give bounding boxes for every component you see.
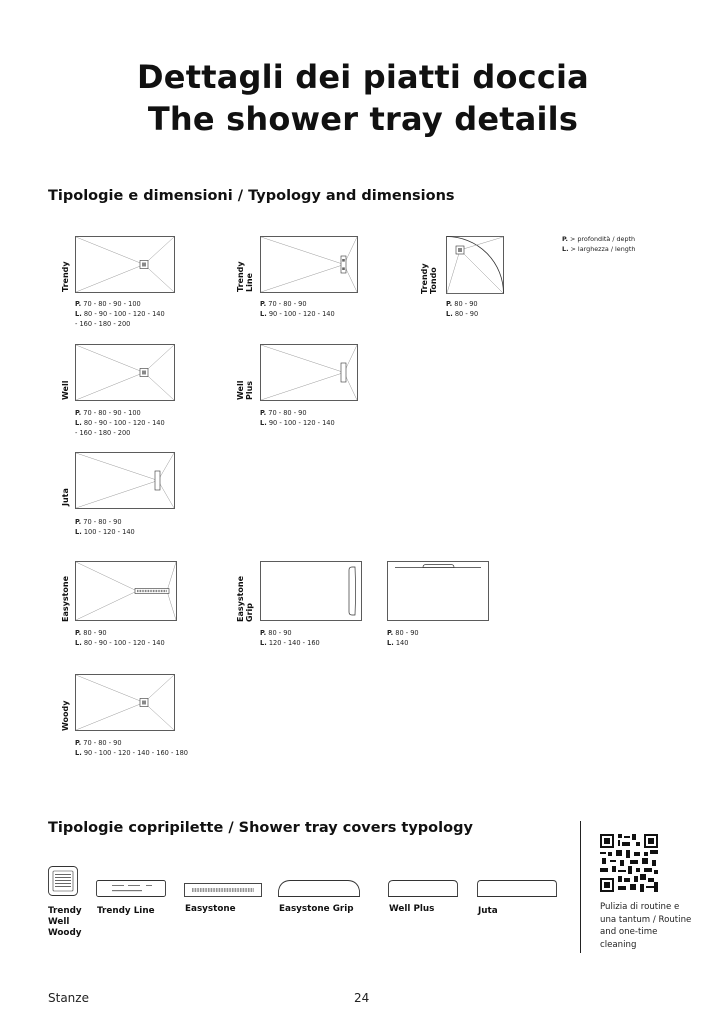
cover-label-well-plus: Well Plus (389, 904, 435, 914)
tray-label-easystone: Easystone (61, 575, 70, 622)
tray-drawing-juta (75, 452, 175, 509)
spec-p-values: 70 - 80 - 90 (268, 300, 307, 308)
spec-p-values: 70 - 80 - 90 - 100 (83, 300, 141, 308)
spec-p-values: 80 - 90 (454, 300, 478, 308)
tray-label-well-plus: Well Plus (236, 380, 254, 400)
page-number: 24 (354, 991, 370, 1005)
vertical-divider (580, 821, 581, 953)
spec-l-key: L. (75, 639, 82, 647)
flat-cover-icon (388, 879, 458, 901)
spec-l-values: 100 - 120 - 140 (83, 528, 135, 536)
tray-spec-woody (75, 738, 188, 758)
footer-section-name: Stanze (48, 991, 89, 1005)
page-title-english: The shower tray details (147, 100, 579, 138)
spec-p-key: P. (75, 518, 82, 526)
spec-l-values: 80 - 90 - 100 - 120 - 140 (83, 639, 165, 647)
spec-p-key: P. (260, 629, 267, 637)
spec-p-values: 70 - 80 - 90 (83, 518, 122, 526)
spec-l-key: L. (75, 749, 82, 757)
spec-p-key: P. (260, 409, 267, 417)
tray-spec-easystone-grip (260, 628, 320, 648)
spec-l-key: L. (75, 310, 82, 318)
tray-label-easystone-grip: Easystone Grip (236, 575, 254, 622)
spec-p-values: 70 - 80 - 90 - 100 (83, 409, 141, 417)
tray-spec-trendy (75, 299, 165, 329)
spec-p-values: 70 - 80 - 90 (268, 409, 307, 417)
tray-drawing-trendy-tondo (446, 236, 506, 294)
spec-p-key: P. (387, 629, 394, 637)
spec-l-key: L. (387, 639, 394, 647)
spec-p-key: P. (75, 409, 82, 417)
spec-p-key: P. (446, 300, 453, 308)
page-title-italian: Dettagli dei piatti doccia (137, 58, 589, 96)
tray-drawing-easystone-grip-long (387, 561, 489, 621)
tray-spec-well (75, 408, 165, 438)
spec-l-key: L. (75, 528, 82, 536)
tray-label-trendy-tondo: Trendy Tondo (420, 263, 438, 294)
legend-p-key: P. (562, 235, 568, 243)
spec-p-values: 80 - 90 (395, 629, 419, 637)
spec-p-key: P. (75, 629, 82, 637)
tray-spec-easystone (75, 628, 165, 648)
spec-l-values: 90 - 100 - 120 - 140 (268, 310, 335, 318)
section-heading-typology: Tipologie e dimensioni / Typology and dimensions (48, 188, 455, 204)
tray-spec-well-plus (260, 408, 335, 428)
tray-label-trendy-line: Trendy Line (236, 261, 254, 292)
spec-l-key: L. (260, 639, 267, 647)
spec-p-key: P. (75, 739, 82, 747)
tray-drawing-trendy-line (260, 236, 358, 293)
tray-spec-easystone-grip-long (387, 628, 419, 648)
qr-code-icon[interactable] (600, 834, 658, 896)
spec-p-key: P. (260, 300, 267, 308)
cover-label-trendy-line: Trendy Line (97, 906, 155, 916)
spec-l-values: 140 (395, 639, 409, 647)
tray-drawing-well-plus (260, 344, 358, 401)
spec-p-key: P. (75, 300, 82, 308)
tray-spec-trendy-tondo (446, 299, 478, 319)
spec-p-values: 70 - 80 - 90 (83, 739, 122, 747)
slot-grate-icon (184, 882, 262, 901)
tray-spec-trendy-line (260, 299, 335, 319)
spec-l-values: 80 - 90 - 100 - 120 - 140 (83, 310, 165, 318)
spec-l-values: 90 - 100 - 120 - 140 - 160 - 180 (83, 749, 189, 757)
tray-label-well: Well (61, 380, 70, 400)
tray-drawing-easystone (75, 561, 177, 621)
spec-l-values: 120 - 140 - 160 (268, 639, 320, 647)
spec-l-values-cont: - 160 - 180 - 200 (75, 320, 131, 328)
dimension-legend (562, 235, 635, 254)
cover-label-juta: Juta (478, 906, 498, 916)
spec-l-values: 90 - 100 - 120 - 140 (268, 419, 335, 427)
spec-p-values: 80 - 90 (83, 629, 107, 637)
line-grate-icon (96, 880, 166, 901)
tray-drawing-woody (75, 674, 175, 731)
cover-label-easystone: Easystone (185, 904, 236, 914)
spec-l-key: L. (75, 419, 82, 427)
cover-label-trendy-well-woody: Trendy Well Woody (48, 906, 82, 938)
spec-l-values: 80 - 90 - 100 - 120 - 140 (83, 419, 165, 427)
tray-drawing-trendy (75, 236, 175, 293)
tray-spec-juta (75, 517, 135, 537)
spec-l-key: L. (260, 419, 267, 427)
spec-l-key: L. (260, 310, 267, 318)
spec-l-values-cont: - 160 - 180 - 200 (75, 429, 131, 437)
legend-p-text: > profondità / depth (569, 235, 636, 243)
spec-p-values: 80 - 90 (268, 629, 292, 637)
tray-label-trendy: Trendy (61, 261, 70, 292)
tray-drawing-easystone-grip (260, 561, 362, 621)
section-heading-covers: Tipologie copripilette / Shower tray covers typology (48, 820, 473, 836)
flat-cover-icon (477, 879, 557, 901)
square-grate-icon (48, 866, 78, 900)
tray-drawing-well (75, 344, 175, 401)
cleaning-note: Pulizia di routine e una tantum / Routine and one-time cleaning (600, 902, 692, 950)
spec-l-values: 80 - 90 (454, 310, 479, 318)
tray-label-woody: Woody (61, 700, 70, 731)
cover-label-easystone-grip: Easystone Grip (279, 904, 354, 914)
spec-l-key: L. (446, 310, 453, 318)
legend-l-key: L. (562, 244, 569, 253)
tray-label-juta: Juta (61, 488, 70, 506)
legend-l-text: > larghezza / length (570, 244, 636, 253)
curved-cover-icon (278, 879, 360, 901)
